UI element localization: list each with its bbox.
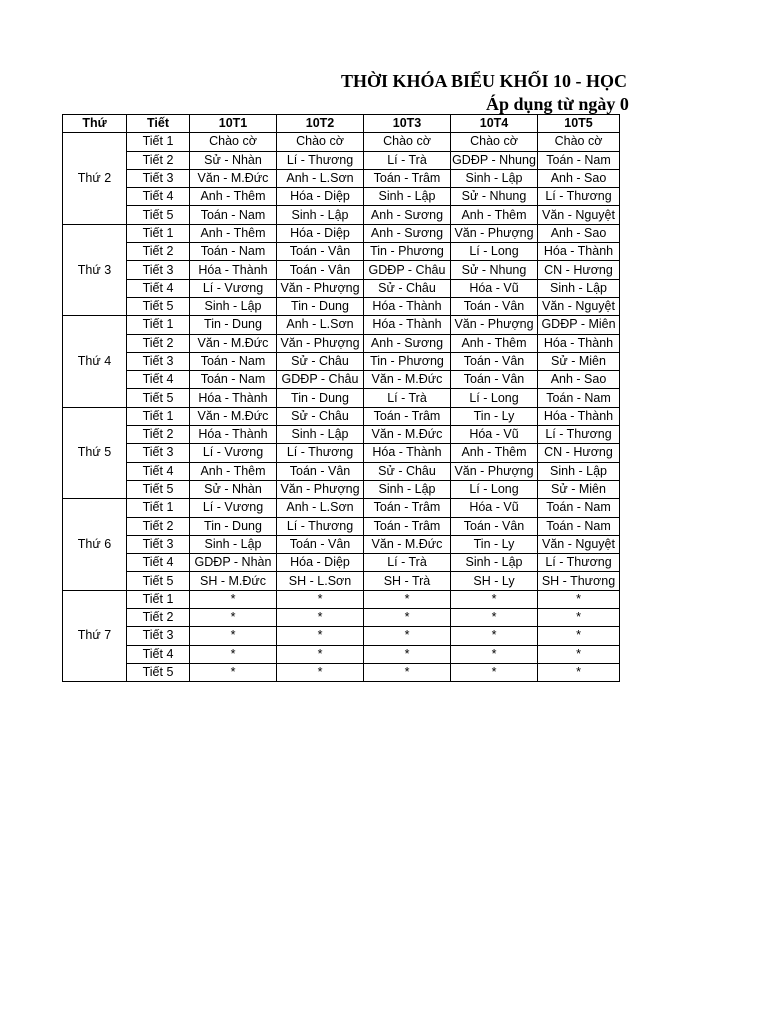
subject-cell: Tin - Dung — [277, 389, 364, 407]
subject-cell: * — [190, 663, 277, 681]
subject-cell: Sử - Châu — [364, 279, 451, 297]
table-row — [63, 609, 620, 627]
subject-cell: Lí - Thương — [538, 426, 620, 444]
subject-cell: * — [451, 609, 538, 627]
subject-cell: Lí - Thương — [538, 554, 620, 572]
table-row — [63, 517, 620, 535]
subject-cell: Lí - Long — [451, 389, 538, 407]
subject-cell: Sinh - Lập — [277, 206, 364, 224]
period-cell: Tiết 2 — [127, 517, 190, 535]
table-row — [63, 480, 620, 498]
table-row — [63, 297, 620, 315]
header-period: Tiết — [127, 115, 190, 133]
subject-cell: * — [364, 609, 451, 627]
subject-cell: Văn - M.Đức — [190, 407, 277, 425]
table-row — [63, 169, 620, 187]
subject-cell: Tin - Dung — [190, 316, 277, 334]
period-cell: Tiết 5 — [127, 663, 190, 681]
period-cell: Tiết 3 — [127, 444, 190, 462]
day-cell: Thứ 4 — [63, 316, 127, 407]
subject-cell: CN - Hương — [538, 444, 620, 462]
subject-cell: * — [451, 645, 538, 663]
period-cell: Tiết 1 — [127, 407, 190, 425]
table-row — [63, 151, 620, 169]
day-cell: Thứ 5 — [63, 407, 127, 498]
subject-cell: SH - L.Sơn — [277, 572, 364, 590]
period-cell: Tiết 4 — [127, 554, 190, 572]
subject-cell: * — [277, 663, 364, 681]
timetable — [62, 114, 620, 682]
subject-cell: * — [364, 627, 451, 645]
page-subtitle: Áp dụng từ ngày 0 — [486, 94, 629, 114]
subject-cell: * — [190, 645, 277, 663]
period-cell: Tiết 3 — [127, 169, 190, 187]
subject-cell: Toán - Vân — [277, 261, 364, 279]
subject-cell: Lí - Trà — [364, 389, 451, 407]
table-row — [63, 444, 620, 462]
period-cell: Tiết 4 — [127, 462, 190, 480]
subject-cell: Sinh - Lập — [451, 169, 538, 187]
day-cell: Thứ 3 — [63, 224, 127, 315]
table-row — [63, 261, 620, 279]
subject-cell: Sử - Nhàn — [190, 480, 277, 498]
subject-cell: Sinh - Lập — [451, 554, 538, 572]
subject-cell: Anh - Thêm — [451, 444, 538, 462]
period-cell: Tiết 1 — [127, 316, 190, 334]
subject-cell: GDĐP - Nhung — [451, 151, 538, 169]
subject-cell: Anh - Sương — [364, 206, 451, 224]
subject-cell: Anh - Sao — [538, 224, 620, 242]
period-cell: Tiết 5 — [127, 572, 190, 590]
subject-cell: Văn - M.Đức — [364, 535, 451, 553]
period-cell: Tiết 4 — [127, 188, 190, 206]
table-row — [63, 188, 620, 206]
subject-cell: Hóa - Thành — [538, 243, 620, 261]
subject-cell: Toán - Vân — [451, 371, 538, 389]
subject-cell: Hóa - Thành — [190, 261, 277, 279]
subject-cell: Văn - Phượng — [451, 224, 538, 242]
subject-cell: Hóa - Thành — [364, 297, 451, 315]
table-row — [63, 462, 620, 480]
subject-cell: Lí - Vương — [190, 279, 277, 297]
subject-cell: Tin - Phương — [364, 243, 451, 261]
subject-cell: GDĐP - Miên — [538, 316, 620, 334]
subject-cell: Văn - Phượng — [277, 279, 364, 297]
subject-cell: Lí - Long — [451, 480, 538, 498]
subject-cell: Văn - M.Đức — [364, 371, 451, 389]
subject-cell: Hóa - Vũ — [451, 279, 538, 297]
timetable-body — [63, 133, 620, 682]
subject-cell: Hóa - Thành — [190, 426, 277, 444]
table-row — [63, 590, 620, 608]
subject-cell: Văn - Phượng — [451, 316, 538, 334]
subject-cell: Hóa - Diệp — [277, 554, 364, 572]
table-row — [63, 645, 620, 663]
day-cell: Thứ 2 — [63, 133, 127, 224]
subject-cell: Toán - Nam — [538, 389, 620, 407]
table-row — [63, 279, 620, 297]
subject-cell: Văn - M.Đức — [364, 426, 451, 444]
period-cell: Tiết 3 — [127, 352, 190, 370]
subject-cell: Tin - Dung — [190, 517, 277, 535]
subject-cell: * — [190, 609, 277, 627]
subject-cell: * — [277, 590, 364, 608]
period-cell: Tiết 1 — [127, 133, 190, 151]
subject-cell: Toán - Vân — [451, 517, 538, 535]
subject-cell: * — [190, 627, 277, 645]
subject-cell: Toán - Trâm — [364, 169, 451, 187]
subject-cell: Anh - L.Sơn — [277, 169, 364, 187]
subject-cell: Lí - Thương — [277, 151, 364, 169]
subject-cell: Hóa - Thành — [538, 407, 620, 425]
subject-cell: * — [538, 663, 620, 681]
subject-cell: Sinh - Lập — [190, 297, 277, 315]
period-cell: Tiết 2 — [127, 243, 190, 261]
subject-cell: Văn - Phượng — [451, 462, 538, 480]
subject-cell: Sinh - Lập — [277, 426, 364, 444]
table-row — [63, 334, 620, 352]
subject-cell: Tin - Ly — [451, 535, 538, 553]
subject-cell: Anh - Thêm — [190, 188, 277, 206]
subject-cell: Lí - Long — [451, 243, 538, 261]
table-row — [63, 663, 620, 681]
header-row — [63, 115, 620, 133]
page-title: THỜI KHÓA BIỂU KHỐI 10 - HỌC — [341, 71, 628, 91]
subject-cell: Sử - Châu — [277, 407, 364, 425]
subject-cell: Sử - Miên — [538, 480, 620, 498]
period-cell: Tiết 5 — [127, 389, 190, 407]
subject-cell: Toán - Nam — [190, 206, 277, 224]
subject-cell: Toán - Vân — [451, 352, 538, 370]
subject-cell: Chào cờ — [364, 133, 451, 151]
subject-cell: Toán - Trâm — [364, 407, 451, 425]
subject-cell: Tin - Ly — [451, 407, 538, 425]
subject-cell: Sử - Châu — [364, 462, 451, 480]
header-class: 10T4 — [451, 115, 538, 133]
period-cell: Tiết 2 — [127, 151, 190, 169]
period-cell: Tiết 3 — [127, 261, 190, 279]
subject-cell: Toán - Vân — [451, 297, 538, 315]
subject-cell: Chào cờ — [190, 133, 277, 151]
subject-cell: Chào cờ — [451, 133, 538, 151]
subject-cell: Toán - Nam — [190, 371, 277, 389]
table-row — [63, 371, 620, 389]
subject-cell: Lí - Vương — [190, 444, 277, 462]
subject-cell: Anh - Sao — [538, 371, 620, 389]
period-cell: Tiết 2 — [127, 609, 190, 627]
subject-cell: CN - Hương — [538, 261, 620, 279]
subject-cell: * — [277, 627, 364, 645]
subject-cell: Văn - M.Đức — [190, 334, 277, 352]
table-row — [63, 572, 620, 590]
subject-cell: SH - M.Đức — [190, 572, 277, 590]
period-cell: Tiết 5 — [127, 206, 190, 224]
table-row — [63, 407, 620, 425]
period-cell: Tiết 1 — [127, 499, 190, 517]
subject-cell: GDĐP - Nhàn — [190, 554, 277, 572]
subject-cell: Lí - Trà — [364, 554, 451, 572]
subject-cell: Sinh - Lập — [190, 535, 277, 553]
subject-cell: Lí - Trà — [364, 151, 451, 169]
subject-cell: Văn - Nguyệt — [538, 206, 620, 224]
subject-cell: Văn - M.Đức — [190, 169, 277, 187]
subject-cell: Hóa - Vũ — [451, 499, 538, 517]
subject-cell: Hóa - Thành — [364, 444, 451, 462]
subject-cell: Chào cờ — [538, 133, 620, 151]
header-class: 10T2 — [277, 115, 364, 133]
subject-cell: Anh - Thêm — [451, 334, 538, 352]
subject-cell: Anh - Thêm — [451, 206, 538, 224]
subject-cell: Sử - Miên — [538, 352, 620, 370]
subject-cell: * — [451, 627, 538, 645]
header-day: Thứ — [63, 115, 127, 133]
period-cell: Tiết 4 — [127, 279, 190, 297]
subject-cell: Văn - Phượng — [277, 480, 364, 498]
subject-cell: Toán - Trâm — [364, 517, 451, 535]
table-row — [63, 554, 620, 572]
subject-cell: Chào cờ — [277, 133, 364, 151]
period-cell: Tiết 1 — [127, 224, 190, 242]
subject-cell: Toán - Nam — [538, 151, 620, 169]
period-cell: Tiết 1 — [127, 590, 190, 608]
subject-cell: Tin - Phương — [364, 352, 451, 370]
table-row — [63, 224, 620, 242]
table-row — [63, 206, 620, 224]
subject-cell: Anh - Sương — [364, 334, 451, 352]
subject-cell: Hóa - Thành — [538, 334, 620, 352]
subject-cell: Anh - Thêm — [190, 462, 277, 480]
period-cell: Tiết 5 — [127, 480, 190, 498]
subject-cell: Sinh - Lập — [364, 188, 451, 206]
subject-cell: Sinh - Lập — [538, 462, 620, 480]
subject-cell: Hóa - Thành — [190, 389, 277, 407]
subject-cell: Tin - Dung — [277, 297, 364, 315]
subject-cell: Sinh - Lập — [538, 279, 620, 297]
subject-cell: * — [451, 590, 538, 608]
subject-cell: Anh - Sương — [364, 224, 451, 242]
subject-cell: * — [277, 645, 364, 663]
period-cell: Tiết 4 — [127, 371, 190, 389]
subject-cell: Toán - Nam — [190, 243, 277, 261]
subject-cell: SH - Trà — [364, 572, 451, 590]
subject-cell: Hóa - Thành — [364, 316, 451, 334]
subject-cell: Hóa - Diệp — [277, 188, 364, 206]
subject-cell: Lí - Thương — [538, 188, 620, 206]
subject-cell: Toán - Trâm — [364, 499, 451, 517]
subject-cell: Anh - Sao — [538, 169, 620, 187]
subject-cell: Toán - Vân — [277, 535, 364, 553]
subject-cell: Toán - Vân — [277, 462, 364, 480]
table-row — [63, 352, 620, 370]
subject-cell: * — [538, 645, 620, 663]
day-cell: Thứ 6 — [63, 499, 127, 590]
period-cell: Tiết 2 — [127, 334, 190, 352]
subject-cell: * — [451, 663, 538, 681]
header-class: 10T3 — [364, 115, 451, 133]
subject-cell: Hóa - Vũ — [451, 426, 538, 444]
subject-cell: * — [364, 645, 451, 663]
header-class: 10T5 — [538, 115, 620, 133]
subject-cell: Lí - Thương — [277, 517, 364, 535]
period-cell: Tiết 4 — [127, 645, 190, 663]
subject-cell: GDĐP - Châu — [364, 261, 451, 279]
subject-cell: * — [538, 627, 620, 645]
subject-cell: Văn - Phượng — [277, 334, 364, 352]
subject-cell: Sử - Nhàn — [190, 151, 277, 169]
subject-cell: Sinh - Lập — [364, 480, 451, 498]
subject-cell: Sử - Nhung — [451, 261, 538, 279]
subject-cell: Hóa - Diệp — [277, 224, 364, 242]
day-cell: Thứ 7 — [63, 590, 127, 681]
header-class: 10T1 — [190, 115, 277, 133]
subject-cell: SH - Thương — [538, 572, 620, 590]
subject-cell: Lí - Thương — [277, 444, 364, 462]
table-row — [63, 389, 620, 407]
subject-cell: Anh - L.Sơn — [277, 316, 364, 334]
subject-cell: SH - Ly — [451, 572, 538, 590]
subject-cell: Anh - Thêm — [190, 224, 277, 242]
subject-cell: Sử - Châu — [277, 352, 364, 370]
subject-cell: * — [364, 590, 451, 608]
table-row — [63, 426, 620, 444]
subject-cell: Sử - Nhung — [451, 188, 538, 206]
subject-cell: Toán - Nam — [190, 352, 277, 370]
period-cell: Tiết 5 — [127, 297, 190, 315]
table-row — [63, 316, 620, 334]
subject-cell: * — [277, 609, 364, 627]
subject-cell: * — [538, 590, 620, 608]
period-cell: Tiết 3 — [127, 627, 190, 645]
period-cell: Tiết 2 — [127, 426, 190, 444]
subject-cell: Toán - Nam — [538, 517, 620, 535]
table-row — [63, 535, 620, 553]
subject-cell: Anh - L.Sơn — [277, 499, 364, 517]
subject-cell: GDĐP - Châu — [277, 371, 364, 389]
subject-cell: Lí - Vương — [190, 499, 277, 517]
subject-cell: Văn - Nguyệt — [538, 535, 620, 553]
period-cell: Tiết 3 — [127, 535, 190, 553]
table-row — [63, 133, 620, 151]
subject-cell: Toán - Vân — [277, 243, 364, 261]
table-row — [63, 499, 620, 517]
subject-cell: Toán - Nam — [538, 499, 620, 517]
table-row — [63, 627, 620, 645]
table-row — [63, 243, 620, 261]
subject-cell: Văn - Nguyệt — [538, 297, 620, 315]
subject-cell: * — [364, 663, 451, 681]
subject-cell: * — [190, 590, 277, 608]
subject-cell: * — [538, 609, 620, 627]
